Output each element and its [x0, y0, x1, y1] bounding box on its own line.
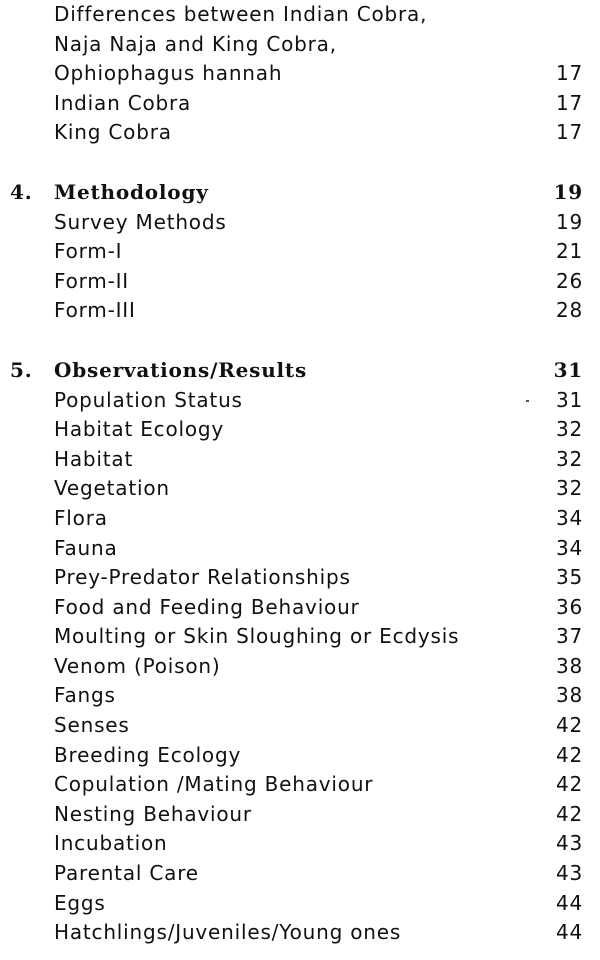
- section-page: 19: [553, 179, 583, 204]
- toc-entry-page: 26: [555, 268, 583, 293]
- toc-entry-title: King Cobra: [54, 120, 172, 145]
- toc-entry: [0, 504, 600, 534]
- toc-entry-page: 42: [555, 801, 583, 826]
- section-title: Observations/Results: [54, 357, 308, 382]
- toc-entry: [0, 415, 600, 445]
- toc-entry-title: Indian Cobra: [54, 90, 192, 115]
- toc-entry-page: 38: [555, 653, 583, 678]
- toc-entry-title: Form-III: [54, 298, 136, 323]
- toc-entry-page: 43: [555, 831, 583, 856]
- toc-entry-page: 42: [555, 713, 583, 738]
- toc-entry-title: Senses: [54, 713, 130, 738]
- toc-entry: [0, 474, 600, 504]
- toc-entry: [0, 445, 600, 475]
- toc-entry-title: Incubation: [54, 831, 168, 856]
- toc-entry-page: 19: [555, 209, 583, 234]
- toc-entry-title: Differences between Indian Cobra,: [54, 2, 428, 26]
- toc-entry: [0, 386, 600, 416]
- toc-entry-page: 32: [555, 476, 583, 501]
- toc-entry: [0, 30, 600, 60]
- toc-entry-page: 43: [555, 861, 583, 886]
- toc-entry-page: 21: [555, 239, 583, 264]
- toc-entry-title: Moulting or Skin Sloughing or Ecdysis: [54, 624, 460, 649]
- toc-entry-title: Population Status: [54, 387, 243, 412]
- toc-entry-page: 42: [555, 742, 583, 767]
- toc-entry: [0, 534, 600, 564]
- toc-entry-page: 44: [555, 920, 583, 945]
- toc-entry-title: Naja Naja and King Cobra,: [54, 31, 337, 56]
- toc-entry: [0, 681, 600, 711]
- toc-entry: [0, 59, 600, 89]
- toc-entry-page: 35: [555, 565, 583, 590]
- toc-entry: [0, 800, 600, 830]
- toc-entry: [0, 829, 600, 859]
- toc-section-heading: [0, 178, 600, 208]
- toc-entry: [0, 859, 600, 889]
- toc-entry-title: Ophiophagus hannah: [54, 61, 283, 86]
- toc-entry-title: Habitat Ecology: [54, 417, 225, 442]
- section-number: 4.: [10, 179, 33, 204]
- toc-entry-title: Fauna: [54, 535, 118, 560]
- toc-entry-page: 32: [555, 446, 583, 471]
- toc-entry: [0, 296, 600, 326]
- toc-entry: [0, 918, 600, 948]
- toc-entry-title: Nesting Behaviour: [54, 801, 252, 826]
- toc-entry-page: 34: [555, 505, 583, 530]
- toc-entry-page: 37: [555, 624, 583, 649]
- toc-entry-title: Breeding Ecology: [54, 742, 242, 767]
- toc-entry-title: Venom (Poison): [54, 653, 221, 678]
- toc-entry-page: 36: [555, 594, 583, 619]
- toc-entry: [0, 741, 600, 771]
- toc-entry: [0, 208, 600, 238]
- toc-entry-page: 34: [555, 535, 583, 560]
- toc-entry-title: Vegetation: [54, 476, 170, 501]
- toc-entry: [0, 267, 600, 297]
- toc-entry-title: Food and Feeding Behaviour: [54, 594, 360, 619]
- section-title: Methodology: [54, 179, 209, 204]
- toc-entry-page: 17: [555, 120, 583, 145]
- toc-entry-page: 17: [555, 61, 583, 86]
- toc-entry-page: 32: [555, 417, 583, 442]
- toc-entry: [0, 237, 600, 267]
- toc-entry-title: Habitat: [54, 446, 134, 471]
- toc-section-heading: [0, 356, 600, 386]
- toc-entry-page: 31: [555, 387, 583, 412]
- toc-entry-title: Form-I: [54, 239, 123, 264]
- toc-entry-title: Copulation /Mating Behaviour: [54, 772, 374, 797]
- toc-entry-title: Prey-Predator Relationships: [54, 565, 351, 590]
- toc-entry: [0, 770, 600, 800]
- section-number: 5.: [10, 357, 33, 382]
- section-page: 31: [553, 357, 583, 382]
- toc-entry: [0, 563, 600, 593]
- toc-entry: [0, 889, 600, 919]
- toc-entry-title: Fangs: [54, 683, 116, 708]
- toc-entry-title: Parental Care: [54, 861, 199, 886]
- toc-entry-page: 42: [555, 772, 583, 797]
- toc-entry-page: 17: [555, 90, 583, 115]
- toc-entry: [0, 0, 600, 30]
- toc-entry-title: Eggs: [54, 890, 106, 915]
- toc-entry-title: Flora: [54, 505, 108, 530]
- toc-entry-page: 38: [555, 683, 583, 708]
- toc-entry-title: Survey Methods: [54, 209, 227, 234]
- section-spacer: [0, 148, 600, 178]
- toc-entry-page: 44: [555, 890, 583, 915]
- toc-entry: [0, 711, 600, 741]
- toc-entry-title: Form-II: [54, 268, 129, 293]
- toc-entry: [0, 593, 600, 623]
- toc-entry: [0, 622, 600, 652]
- toc-entry: [0, 652, 600, 682]
- section-spacer: [0, 326, 600, 356]
- toc-entry: [0, 118, 600, 148]
- stray-mark: [526, 400, 529, 402]
- toc-entry-title: Hatchlings/Juveniles/Young ones: [54, 920, 402, 945]
- toc-entry-page: 28: [555, 298, 583, 323]
- toc-entry: [0, 89, 600, 119]
